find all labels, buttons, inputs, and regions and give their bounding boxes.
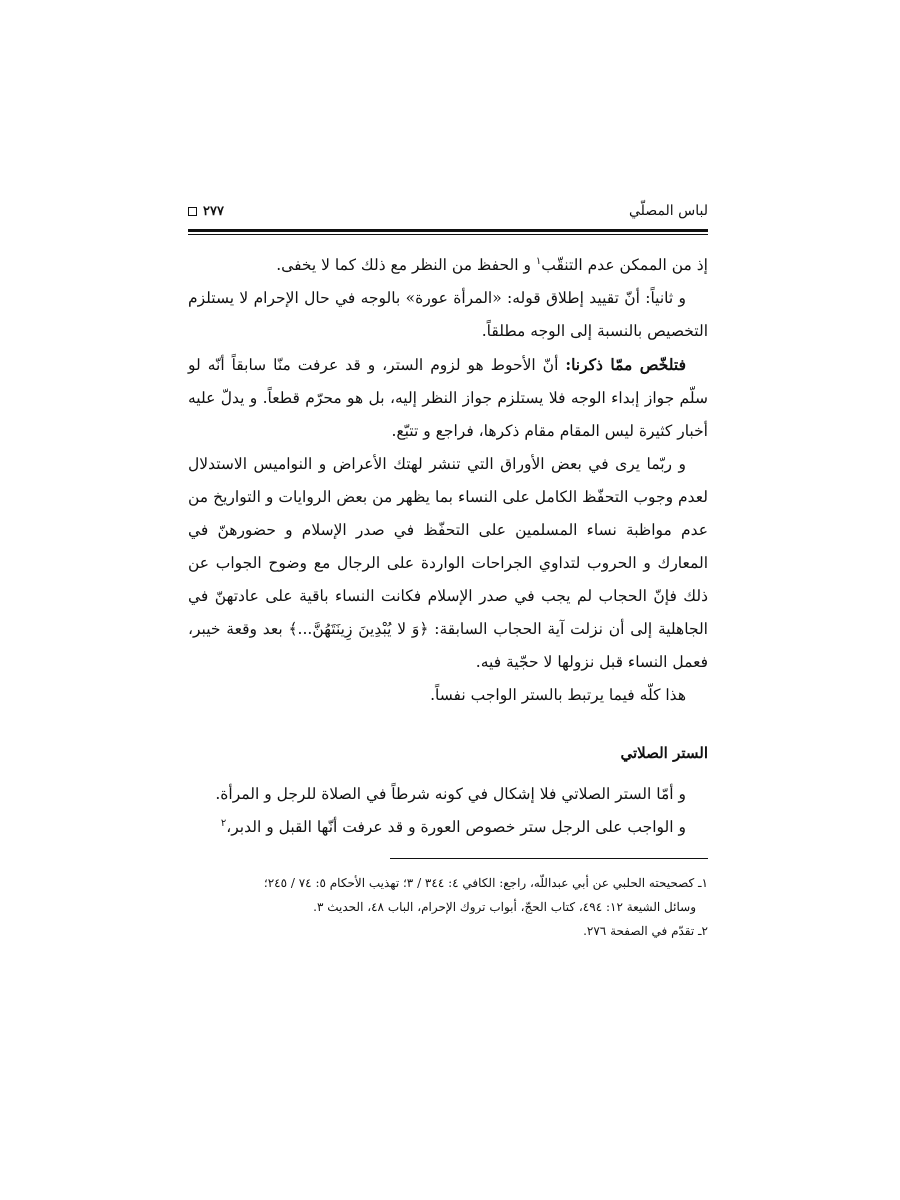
- page-number-box: [188, 204, 224, 219]
- paragraph-5: هذا كلّه فيما يرتبط بالستر الواجب نفساً.: [430, 686, 686, 704]
- paragraph-4: و ربّما يرى في بعض الأوراق التي تنشر لهتك الأعراض و النواميس الاستدلال لعدم وجوب التحفّظ الكامل على النساء بما يظهر من بعض الروايات و التواريخ من عدم مواظبة نساء المسلمين على التحفّظ في صدر الإسلام و حضورهنّ في المعارك و الحروب لتداوي الجراحات الواردة على الرجال مع وضوح الجواب عن ذلك فإنّ الحجاب لم يجب في صدر الإسلام فكانت النساء باقية على عادتهنّ في الجاهلية إلى أن نزلت آية الحجاب السابقة: ﴿وَ لا يُبْدِينَ زِينَتَهُنَّ...﴾ بعد وقعة خيبر، فعمل النساء قبل نزولها لا حجّية فيه.: [188, 455, 708, 671]
- main-text: [188, 249, 708, 844]
- section-paragraph-1: و أمّا الستر الصلاتي فلا إشكال في كونه شرطاً في الصلاة للرجل و المرأة.: [215, 785, 686, 803]
- square-icon: [188, 207, 197, 216]
- paragraph-2: و ثانياً: أنّ تقييد إطلاق قوله: «المرأة عورة» بالوجه في حال الإحرام لا يستلزم التخصيص بالنسبة إلى الوجه مطلقاً.: [188, 289, 708, 340]
- document-page: [188, 195, 708, 943]
- footnote-1-line-1: ١ـ كصحيحته الحلبي عن أبي عبداللّه، راجع: الكافي ٤: ٣٤٤ / ٣؛ تهذيب الأحكام ٥: ٧٤ / ٢٤٥؛: [263, 876, 708, 890]
- footnote-2: ٢ـ تقدّم في الصفحة ٢٧٦.: [583, 924, 708, 938]
- footnote-separator: [390, 858, 708, 859]
- header-rule-thick: [188, 229, 708, 232]
- paragraph-1-rest: و الحفظ من النظر مع ذلك كما لا يخفى.: [276, 256, 536, 274]
- section-paragraph-2-text: و الواجب على الرجل ستر خصوص العورة و قد عرفت أنّها القبل و الدبر،: [226, 818, 686, 836]
- paragraph-3-lead: فتلخّص ممّا ذكرنا:: [565, 355, 686, 374]
- section-paragraph-2: [188, 811, 708, 844]
- footnote-1-line-2: وسائل الشيعة ١٢: ٤٩٤، كتاب الحجّ، أبواب تروك الإحرام، الباب ٤٨، الحديث ٣.: [313, 900, 696, 914]
- footnotes: [188, 871, 708, 943]
- running-header: [188, 195, 708, 227]
- paragraph-1: [188, 249, 708, 282]
- header-title: لباس المصلّي: [629, 203, 708, 219]
- footnote-ref-1: ١: [535, 255, 542, 267]
- header-rule-thin: [188, 234, 708, 235]
- section-heading: الستر الصلاتي: [620, 744, 708, 762]
- paragraph-1-text: إذ من الممكن عدم التنقّب: [541, 256, 708, 274]
- page-number: ٢٧٧: [203, 203, 224, 219]
- footnote-ref-2: ٢: [220, 817, 227, 829]
- paragraph-3-rest: أنّ الأحوط هو لزوم الستر، و قد عرفت منّا سابقاً أنّه لو سلّم جواز إبداء الوجه فلا يستلزم جواز النظر إليه، بل هو محرّم قطعاً. و يدلّ عليه أخبار كثيرة ليس المقام مقام ذكرها، فراجع و تتبّع.: [188, 356, 708, 440]
- paragraph-3: [188, 348, 708, 448]
